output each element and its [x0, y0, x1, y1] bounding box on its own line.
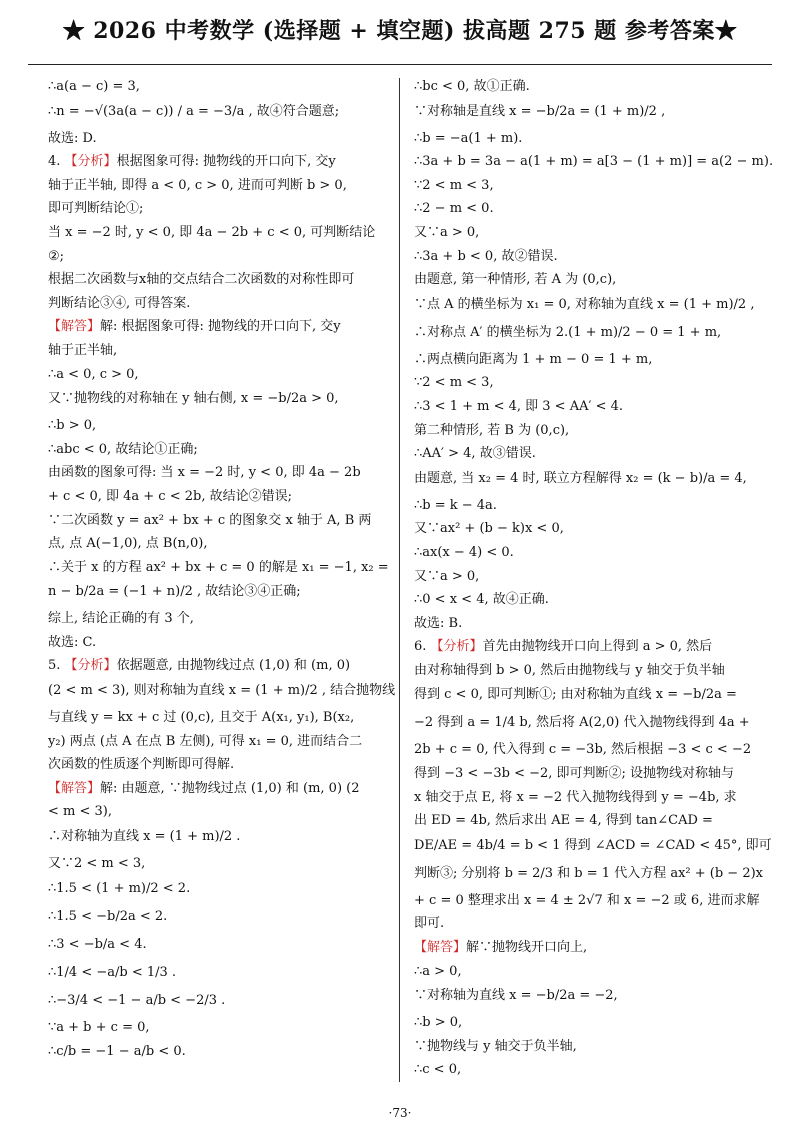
text-line: 根据二次函数与x轴的交点结合二次函数的对称性即可: [48, 272, 355, 288]
text-line: + c = 0 整理求出 x = 4 ± 2√7 和 x = −2 或 6, 进而求解: [414, 892, 760, 908]
text-line: ∴ax(x − 4) < 0.: [414, 544, 514, 560]
text-line: x 轴交于点 E, 将 x = −2 代入抛物线得到 y = −4b, 求: [414, 789, 737, 805]
text-line: 与直线 y = kx + c 过 (0,c), 且交于 A(x₁, y₁), B(x₂,: [48, 710, 355, 726]
text-line: ∴b > 0,: [414, 1015, 463, 1031]
text-line: 当 x = −2 时, y < 0, 即 4a − 2b + c < 0, 可判断结论: [48, 224, 376, 240]
text-line: ∵2 < m < 3,: [414, 375, 494, 391]
text-line: ∵二次函数 y = ax² + bx + c 的图象交 x 轴于 A, B 两: [48, 512, 372, 528]
text-line: ∴1/4 < −a/b < 1/3 .: [48, 964, 177, 980]
page-number: ·73·: [388, 1106, 412, 1120]
text-line: 又∵a > 0,: [414, 568, 480, 584]
text-line: ∴1.5 < −b/2a < 2.: [48, 908, 168, 924]
text-line: [48, 780, 388, 798]
question-number: 5.: [48, 658, 65, 674]
text-line: ∵a + b + c = 0,: [48, 1019, 150, 1035]
text-line: 由函数的图象可得: 当 x = −2 时, y < 0, 即 4a − 2b: [48, 465, 361, 481]
text-line: ∴abc < 0, 故结论①正确;: [48, 441, 198, 457]
left-column: [48, 78, 396, 1070]
text-line: ∴a < 0, c > 0,: [48, 366, 139, 382]
text-line: ∴AA′ > 4, 故③错误.: [414, 446, 536, 462]
text-line: ∴对称轴为直线 x = (1 + m)/2 .: [48, 829, 241, 845]
text-line: 判断结论③④, 可得答案.: [48, 295, 191, 311]
text-line: 又∵抛物线的对称轴在 y 轴右侧, x = −b/2a > 0,: [48, 391, 339, 407]
text-line: 即可.: [414, 916, 445, 932]
section-tag: 【解答】: [48, 319, 101, 335]
line-text: 首先由抛物线开口向上得到 a > 0, 然后: [482, 639, 713, 655]
text-line: [48, 318, 388, 336]
text-line: 由题意, 第一种情形, 若 A 为 (0,c),: [414, 272, 617, 288]
text-line: [414, 638, 754, 656]
text-line: ∴3a + b = 3a − a(1 + m) = a[3 − (1 + m)] = a(2 − m).: [414, 154, 774, 170]
text-line: ∴关于 x 的方程 ax² + bx + c = 0 的解是 x₁ = −1, x₂ =: [48, 559, 389, 575]
text-line: 轴于正半轴, 即得 a < 0, c > 0, 进而可判断 b > 0,: [48, 177, 347, 193]
text-line: ∴两点横向距离为 1 + m − 0 = 1 + m,: [414, 351, 653, 367]
text-line: 轴于正半轴,: [48, 342, 118, 358]
text-line: (2 < m < 3), 则对称轴为直线 x = (1 + m)/2 , 结合抛物线: [48, 683, 396, 699]
question-number: 6.: [414, 639, 431, 655]
text-line: 又∵2 < m < 3,: [48, 856, 146, 872]
text-line: 次函数的性质逐个判断即可得解.: [48, 757, 235, 773]
line-text: 依据题意, 由抛物线过点 (1,0) 和 (m, 0): [116, 658, 351, 674]
text-line: ∴c/b = −1 − a/b < 0.: [48, 1044, 186, 1060]
text-line: ∴2 − m < 0.: [414, 201, 494, 217]
text-line: ∴0 < x < 4, 故④正确.: [414, 592, 549, 608]
line-text: 解: 根据图象可得: 抛物线的开口向下, 交y: [100, 319, 341, 335]
text-line: ∵对称轴是直线 x = −b/2a = (1 + m)/2 ,: [414, 103, 666, 119]
text-line: 得到 c < 0, 即可判断①; 由对称轴为直线 x = −b/2a =: [414, 687, 737, 703]
text-line: ∵对称轴为直线 x = −b/2a = −2,: [414, 988, 618, 1004]
text-line: ∴3 < −b/a < 4.: [48, 936, 147, 952]
text-line: 故选: D.: [48, 130, 97, 146]
section-tag: 【分析】: [64, 658, 117, 674]
text-line: ∴n = −√(3a(a − c)) / a = −3/a , 故④符合题意;: [48, 103, 340, 119]
text-line: + c < 0, 即 4a + c < 2b, 故结论②错误;: [48, 488, 292, 504]
text-line: ∵抛物线与 y 轴交于负半轴,: [414, 1038, 577, 1054]
text-line: ∴3 < 1 + m < 4, 即 3 < AA′ < 4.: [414, 398, 623, 414]
text-line: n − b/2a = (−1 + n)/2 , 故结论③④正确;: [48, 584, 301, 600]
text-line: ∴a(a − c) = 3,: [48, 79, 140, 94]
text-line: ∴c < 0,: [414, 1062, 462, 1078]
text-line: 由题意, 当 x₂ = 4 时, 联立方程解得 x₂ = (k − b)/a = 4,: [414, 470, 747, 486]
text-line: 2b + c = 0, 代入得到 c = −3b, 然后根据 −3 < c < −2: [414, 742, 752, 758]
page-title: ★ 2026 中考数学 (选择题 + 填空题) 拔高题 275 题 参考答案★: [62, 18, 738, 44]
line-text: 解∵抛物线开口向上,: [466, 940, 588, 956]
text-line: 由对称轴得到 b > 0, 然后由抛物线与 y 轴交于负半轴: [414, 662, 725, 678]
text-line: ∴对称点 A′ 的横坐标为 2.(1 + m)/2 − 0 = 1 + m,: [414, 324, 722, 340]
text-line: ∵点 A 的横坐标为 x₁ = 0, 对称轴为直线 x = (1 + m)/2 ,: [414, 296, 755, 312]
text-line: 判断③; 分别将 b = 2/3 和 b = 1 代入方程 ax² + (b − 2)x: [414, 865, 764, 881]
text-line: ∴1.5 < (1 + m)/2 < 2.: [48, 880, 191, 896]
text-line: 又∵a > 0,: [414, 224, 480, 240]
line-text: 解: 由题意, ∵抛物线过点 (1,0) 和 (m, 0) (2: [100, 780, 360, 796]
text-line: 第二种情形, 若 B 为 (0,c),: [414, 422, 570, 438]
right-column: [414, 78, 774, 1085]
text-line: y₂) 两点 (点 A 在点 B 左侧), 可得 x₁ = 0, 进而结合二: [48, 733, 363, 749]
question-number: 4.: [48, 154, 65, 170]
header-rule: [28, 64, 772, 65]
text-line: 即可判断结论①;: [48, 201, 144, 217]
text-line: ∴b = −a(1 + m).: [414, 130, 523, 146]
line-text: 根据图象可得: 抛物线的开口向下, 交y: [116, 154, 336, 170]
text-line: ②;: [48, 248, 65, 264]
text-line: ∴b = k − 4a.: [414, 497, 497, 513]
text-line: DE/AE = 4b/4 = b < 1 得到 ∠ACD = ∠CAD < 45°, 即可: [414, 837, 772, 853]
section-tag: 【分析】: [64, 154, 117, 170]
text-line: 得到 −3 < −3b < −2, 即可判断②; 设抛物线对称轴与: [414, 766, 735, 782]
text-line: ∴b > 0,: [48, 418, 97, 434]
text-line: ∴3a + b < 0, 故②错误.: [414, 248, 558, 264]
text-line: ∵2 < m < 3,: [414, 177, 494, 193]
column-divider: [399, 78, 400, 1082]
text-line: ∴bc < 0, 故①正确.: [414, 79, 530, 94]
text-line: [48, 153, 388, 171]
text-line: ∴−3/4 < −1 − a/b < −2/3 .: [48, 992, 226, 1008]
text-line: 点, 点 A(−1,0), 点 B(n,0),: [48, 536, 208, 552]
text-line: < m < 3),: [48, 804, 112, 820]
text-line: 故选: C.: [48, 634, 97, 650]
section-tag: 【分析】: [430, 639, 483, 655]
text-line: 故选: B.: [414, 615, 463, 631]
text-line: [48, 657, 388, 675]
section-tag: 【解答】: [414, 940, 467, 956]
text-line: −2 得到 a = 1/4 b, 然后将 A(2,0) 代入抛物线得到 4a +: [414, 715, 750, 731]
text-line: [414, 939, 754, 957]
text-line: 又∵ax² + (b − k)x < 0,: [414, 521, 564, 537]
text-line: ∴a > 0,: [414, 963, 462, 979]
text-line: 出 ED = 4b, 然后求出 AE = 4, 得到 tan∠CAD =: [414, 813, 713, 829]
text-line: 综上, 结论正确的有 3 个,: [48, 611, 194, 627]
section-tag: 【解答】: [48, 780, 101, 796]
